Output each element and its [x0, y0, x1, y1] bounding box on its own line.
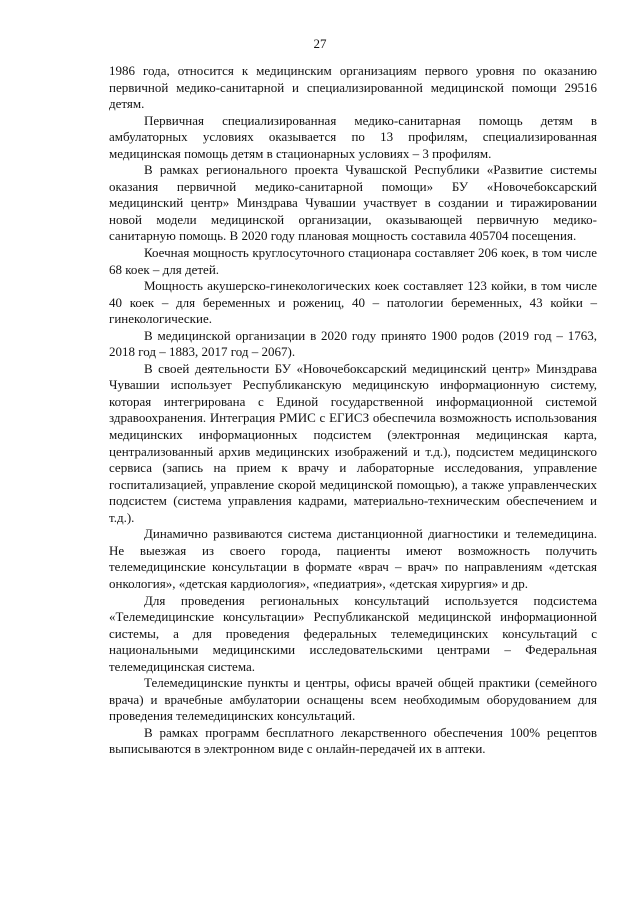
- paragraph: Динамично развиваются система дистанционной диагностики и телемедицина. Не выезжая из своего города, пациенты имеют возможность получить телемедицинские консультации в формате «врач – врач» по направлениям «детская онкология», «детская кардиология», «педиатрия», «детская хирургия» и др.: [109, 526, 597, 591]
- paragraph: В рамках регионального проекта Чувашской Республики «Развитие системы оказания первичной медико-санитарной помощи» БУ «Новочебоксарский медицинский центр» Минздрава Чувашии участвует в создании и тиражировании новой модели медицинской организации, оказывающей первичную медико-санитарную помощь. В 2020 году плановая мощность составила 405704 посещения.: [109, 162, 597, 244]
- paragraph: Коечная мощность круглосуточного стационара составляет 206 коек, в том числе 68 коек – для детей.: [109, 245, 597, 277]
- paragraph: Для проведения региональных консультаций используется подсистема «Телемедицинские консультации» Республиканской медицинской информационной системы, а для проведения федеральных телемедицинских консультаций с национальными медицинскими исследовательскими центрами – Федеральная телемедицинская система.: [109, 592, 597, 674]
- paragraph: В медицинской организации в 2020 году принято 1900 родов (2019 год – 1763, 2018 год – 1883, 2017 год – 2067).: [109, 327, 597, 360]
- paragraph: Мощность акушерско-гинекологических коек составляет 123 койки, в том числе 40 коек – для беременных и рожениц, 40 – патологии беременных, 43 койки – гинекологические.: [109, 278, 597, 327]
- paragraph: В рамках программ бесплатного лекарственного обеспечения 100% рецептов выписываются в электронном виде с онлайн-передачей их в аптеки.: [109, 724, 597, 757]
- document-body: [109, 63, 597, 758]
- paragraph: Телемедицинские пункты и центры, офисы врачей общей практики (семейного врача) и врачебные амбулатории оснащены всем необходимым оборудованием для проведения телемедицинских консультаций.: [109, 675, 597, 724]
- page-number: 27: [313, 36, 327, 51]
- paragraph: Первичная специализированная медико-санитарная помощь детям в амбулаторных условиях оказывается по 13 профилям, специализированная медицинская помощь детям в стационарных условиях – 3 профилям.: [109, 112, 597, 161]
- paragraph: В своей деятельности БУ «Новочебоксарский медицинский центр» Минздрава Чувашии использует Республиканскую медицинскую информационную систему, которая интегрирована с Единой государственной информационной системой здравоохранения. Интеграция РМИС с ЕГИСЗ обеспечила возможность использования медицинских информационных подсистем (электронная медицинская карта, централизованный архив медицинских изображений и т.д.), подсистем медицинского сервиса (запись на прием к врачу и лабораторные исследования, управление госпитализацией, управление скорой медицинской помощью), а также управленческих подсистем (система управления кадрами, материально-техническим обеспечением и т.д.).: [109, 360, 597, 525]
- paragraph: 1986 года, относится к медицинским организациям первого уровня по оказанию первичной медико-санитарной и специализированной медицинской помощи 29516 детям.: [109, 63, 597, 112]
